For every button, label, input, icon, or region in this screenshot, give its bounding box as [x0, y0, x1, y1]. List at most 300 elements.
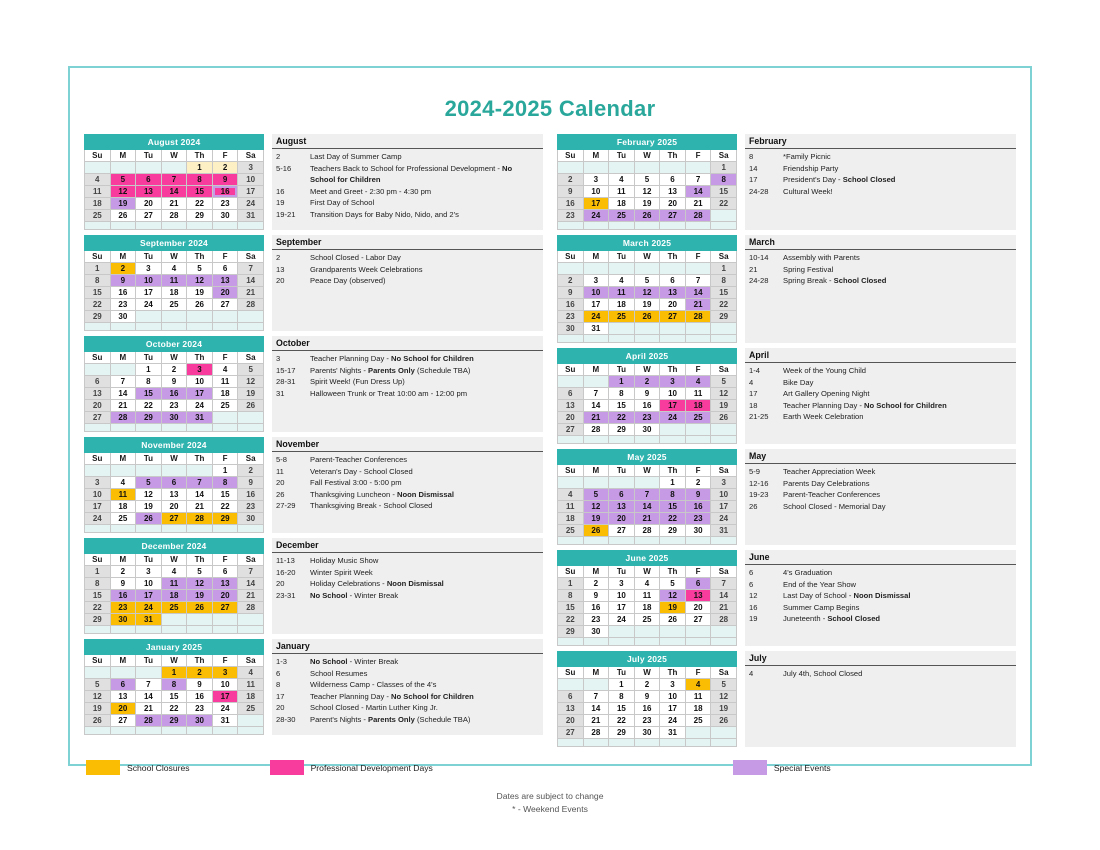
day-cell[interactable]: 3	[711, 477, 737, 489]
day-cell[interactable]: 11	[609, 186, 635, 198]
day-cell[interactable]: 6	[558, 388, 584, 400]
day-cell[interactable]: 29	[558, 626, 584, 638]
day-cell[interactable]: 23	[212, 198, 238, 210]
day-cell[interactable]: 30	[634, 424, 660, 436]
day-cell[interactable]: 2	[238, 465, 264, 477]
day-cell[interactable]: 24	[609, 614, 635, 626]
day-cell[interactable]: 13	[110, 691, 136, 703]
day-cell[interactable]: 10	[660, 691, 686, 703]
day-cell[interactable]: 25	[238, 703, 264, 715]
day-cell[interactable]: 3	[238, 162, 264, 174]
day-cell[interactable]: 17	[583, 299, 609, 311]
day-cell[interactable]: 2	[187, 667, 213, 679]
day-cell[interactable]: 23	[238, 501, 264, 513]
day-cell[interactable]: 28	[161, 210, 187, 222]
day-cell[interactable]: 26	[660, 614, 686, 626]
day-cell[interactable]: 22	[558, 614, 584, 626]
day-cell[interactable]: 3	[136, 263, 162, 275]
day-cell[interactable]: 30	[110, 311, 136, 323]
day-cell[interactable]: 31	[238, 210, 264, 222]
day-cell[interactable]: 14	[685, 186, 711, 198]
day-cell[interactable]: 20	[558, 412, 584, 424]
day-cell[interactable]: 26	[711, 715, 737, 727]
day-cell[interactable]: 7	[161, 174, 187, 186]
day-cell[interactable]: 10	[187, 376, 213, 388]
day-cell[interactable]: 24	[85, 513, 111, 525]
day-cell[interactable]: 6	[685, 578, 711, 590]
day-cell[interactable]: 30	[558, 323, 584, 335]
day-cell[interactable]: 19	[187, 287, 213, 299]
day-cell[interactable]: 10	[583, 287, 609, 299]
day-cell[interactable]: 27	[558, 727, 584, 739]
day-cell[interactable]: 18	[161, 287, 187, 299]
day-cell[interactable]: 18	[558, 513, 584, 525]
day-cell[interactable]: 18	[685, 400, 711, 412]
day-cell[interactable]: 13	[660, 287, 686, 299]
day-cell[interactable]: 11	[212, 376, 238, 388]
day-cell[interactable]: 25	[558, 525, 584, 537]
day-cell[interactable]: 9	[558, 287, 584, 299]
day-cell[interactable]: 18	[85, 198, 111, 210]
day-cell[interactable]: 27	[161, 513, 187, 525]
day-cell[interactable]: 17	[136, 287, 162, 299]
day-cell[interactable]: 10	[238, 174, 264, 186]
day-cell[interactable]: 23	[685, 513, 711, 525]
day-cell[interactable]: 8	[711, 174, 737, 186]
day-cell[interactable]: 26	[110, 210, 136, 222]
day-cell[interactable]: 4	[609, 174, 635, 186]
day-cell[interactable]: 30	[634, 727, 660, 739]
day-cell[interactable]: 20	[85, 400, 111, 412]
day-cell[interactable]: 16	[110, 287, 136, 299]
day-cell[interactable]: 22	[136, 400, 162, 412]
day-cell[interactable]: 12	[85, 691, 111, 703]
day-cell[interactable]: 6	[161, 477, 187, 489]
day-cell[interactable]: 16	[634, 400, 660, 412]
day-cell[interactable]: 23	[583, 614, 609, 626]
day-cell[interactable]: 21	[583, 715, 609, 727]
day-cell[interactable]: 4	[634, 578, 660, 590]
day-cell[interactable]: 10	[583, 186, 609, 198]
day-cell[interactable]: 14	[161, 186, 187, 198]
day-cell[interactable]: 3	[136, 566, 162, 578]
day-cell[interactable]: 9	[161, 376, 187, 388]
day-cell[interactable]: 22	[711, 299, 737, 311]
day-cell[interactable]: 25	[110, 513, 136, 525]
day-cell[interactable]: 1	[711, 162, 737, 174]
day-cell[interactable]: 13	[660, 186, 686, 198]
day-cell[interactable]: 31	[711, 525, 737, 537]
day-cell[interactable]: 26	[85, 715, 111, 727]
day-cell[interactable]: 29	[187, 210, 213, 222]
day-cell[interactable]: 10	[609, 590, 635, 602]
day-cell[interactable]: 7	[583, 388, 609, 400]
day-cell[interactable]: 8	[711, 275, 737, 287]
day-cell[interactable]: 20	[136, 198, 162, 210]
day-cell[interactable]: 2	[634, 679, 660, 691]
day-cell[interactable]: 24	[583, 210, 609, 222]
day-cell[interactable]: 20	[609, 513, 635, 525]
day-cell[interactable]: 3	[212, 667, 238, 679]
day-cell[interactable]: 27	[212, 299, 238, 311]
day-cell[interactable]: 14	[238, 578, 264, 590]
day-cell[interactable]: 11	[110, 489, 136, 501]
day-cell[interactable]: 25	[634, 614, 660, 626]
day-cell[interactable]: 1	[212, 465, 238, 477]
day-cell[interactable]: 26	[187, 299, 213, 311]
day-cell[interactable]: 12	[187, 275, 213, 287]
day-cell[interactable]: 22	[212, 501, 238, 513]
day-cell[interactable]: 22	[711, 198, 737, 210]
day-cell[interactable]: 21	[634, 513, 660, 525]
day-cell[interactable]: 11	[161, 578, 187, 590]
day-cell[interactable]: 5	[634, 174, 660, 186]
day-cell[interactable]: 7	[711, 578, 737, 590]
day-cell[interactable]: 9	[558, 186, 584, 198]
day-cell[interactable]: 3	[85, 477, 111, 489]
day-cell[interactable]: 9	[634, 691, 660, 703]
day-cell[interactable]: 3	[583, 174, 609, 186]
day-cell[interactable]: 29	[85, 311, 111, 323]
day-cell[interactable]: 26	[634, 210, 660, 222]
day-cell[interactable]: 25	[212, 400, 238, 412]
day-cell[interactable]: 7	[583, 691, 609, 703]
day-cell[interactable]: 19	[634, 299, 660, 311]
day-cell[interactable]: 16	[110, 590, 136, 602]
day-cell[interactable]: 16	[558, 198, 584, 210]
day-cell[interactable]: 14	[583, 400, 609, 412]
day-cell[interactable]: 15	[609, 400, 635, 412]
day-cell[interactable]: 24	[212, 703, 238, 715]
day-cell[interactable]: 21	[161, 198, 187, 210]
day-cell[interactable]: 3	[583, 275, 609, 287]
day-cell[interactable]: 27	[558, 424, 584, 436]
day-cell[interactable]: 15	[558, 602, 584, 614]
day-cell[interactable]: 2	[110, 263, 136, 275]
day-cell[interactable]: 5	[660, 578, 686, 590]
day-cell[interactable]: 19	[583, 513, 609, 525]
day-cell[interactable]: 20	[660, 299, 686, 311]
day-cell[interactable]: 13	[212, 275, 238, 287]
day-cell[interactable]: 25	[161, 602, 187, 614]
day-cell[interactable]: 21	[685, 198, 711, 210]
day-cell[interactable]: 18	[685, 703, 711, 715]
day-cell[interactable]: 30	[110, 614, 136, 626]
day-cell[interactable]: 23	[558, 311, 584, 323]
day-cell[interactable]: 17	[711, 501, 737, 513]
day-cell[interactable]: 14	[583, 703, 609, 715]
day-cell[interactable]: 28	[136, 715, 162, 727]
day-cell[interactable]: 1	[660, 477, 686, 489]
day-cell[interactable]: 20	[685, 602, 711, 614]
day-cell[interactable]: 18	[161, 590, 187, 602]
day-cell[interactable]: 17	[238, 186, 264, 198]
day-cell[interactable]: 16	[583, 602, 609, 614]
day-cell[interactable]: 27	[609, 525, 635, 537]
day-cell[interactable]: 3	[660, 679, 686, 691]
day-cell[interactable]: 27	[136, 210, 162, 222]
day-cell[interactable]: 21	[187, 501, 213, 513]
day-cell[interactable]: 26	[136, 513, 162, 525]
day-cell[interactable]: 20	[660, 198, 686, 210]
day-cell[interactable]: 5	[136, 477, 162, 489]
day-cell[interactable]: 21	[583, 412, 609, 424]
day-cell[interactable]: 7	[136, 679, 162, 691]
day-cell[interactable]: 4	[685, 376, 711, 388]
day-cell[interactable]: 28	[583, 424, 609, 436]
day-cell[interactable]: 17	[660, 703, 686, 715]
day-cell[interactable]: 13	[558, 400, 584, 412]
day-cell[interactable]: 9	[238, 477, 264, 489]
day-cell[interactable]: 7	[238, 566, 264, 578]
day-cell[interactable]: 11	[685, 388, 711, 400]
day-cell[interactable]: 6	[558, 691, 584, 703]
day-cell[interactable]: 4	[85, 174, 111, 186]
day-cell[interactable]: 4	[238, 667, 264, 679]
day-cell[interactable]: 18	[212, 388, 238, 400]
day-cell[interactable]: 14	[136, 691, 162, 703]
day-cell[interactable]: 19	[238, 388, 264, 400]
day-cell[interactable]: 10	[660, 388, 686, 400]
day-cell[interactable]: 3	[660, 376, 686, 388]
day-cell[interactable]: 25	[609, 311, 635, 323]
day-cell[interactable]: 22	[85, 602, 111, 614]
day-cell[interactable]: 29	[136, 412, 162, 424]
day-cell[interactable]: 5	[711, 679, 737, 691]
day-cell[interactable]: 31	[660, 727, 686, 739]
day-cell[interactable]: 2	[212, 162, 238, 174]
day-cell[interactable]: 8	[660, 489, 686, 501]
day-cell[interactable]: 5	[634, 275, 660, 287]
day-cell[interactable]: 8	[212, 477, 238, 489]
day-cell[interactable]: 23	[187, 703, 213, 715]
day-cell[interactable]: 19	[187, 590, 213, 602]
day-cell[interactable]: 30	[685, 525, 711, 537]
day-cell[interactable]: 12	[583, 501, 609, 513]
day-cell[interactable]: 19	[110, 198, 136, 210]
day-cell[interactable]: 1	[85, 263, 111, 275]
day-cell[interactable]: 25	[685, 715, 711, 727]
day-cell[interactable]: 2	[685, 477, 711, 489]
day-cell[interactable]: 9	[212, 174, 238, 186]
day-cell[interactable]: 28	[583, 727, 609, 739]
day-cell[interactable]: 16	[634, 703, 660, 715]
day-cell[interactable]: 14	[187, 489, 213, 501]
day-cell[interactable]: 17	[187, 388, 213, 400]
day-cell[interactable]: 27	[660, 311, 686, 323]
day-cell[interactable]: 15	[136, 388, 162, 400]
day-cell[interactable]: 15	[161, 691, 187, 703]
day-cell[interactable]: 27	[85, 412, 111, 424]
day-cell[interactable]: 16	[238, 489, 264, 501]
day-cell[interactable]: 13	[85, 388, 111, 400]
day-cell[interactable]: 11	[238, 679, 264, 691]
day-cell[interactable]: 19	[711, 400, 737, 412]
day-cell[interactable]: 21	[136, 703, 162, 715]
day-cell[interactable]: 14	[110, 388, 136, 400]
day-cell[interactable]: 8	[136, 376, 162, 388]
day-cell[interactable]: 10	[136, 275, 162, 287]
day-cell[interactable]: 25	[161, 299, 187, 311]
day-cell[interactable]: 26	[583, 525, 609, 537]
day-cell[interactable]: 8	[558, 590, 584, 602]
day-cell[interactable]: 8	[161, 679, 187, 691]
day-cell[interactable]: 27	[660, 210, 686, 222]
day-cell[interactable]: 8	[609, 691, 635, 703]
day-cell[interactable]: 23	[110, 602, 136, 614]
day-cell[interactable]: 15	[85, 590, 111, 602]
day-cell[interactable]: 9	[685, 489, 711, 501]
day-cell[interactable]: 22	[187, 198, 213, 210]
day-cell[interactable]: 6	[110, 679, 136, 691]
day-cell[interactable]: 9	[583, 590, 609, 602]
day-cell[interactable]: 3	[187, 364, 213, 376]
day-cell[interactable]: 13	[136, 186, 162, 198]
day-cell[interactable]: 16	[212, 186, 238, 198]
day-cell[interactable]: 9	[187, 679, 213, 691]
day-cell[interactable]: 12	[187, 578, 213, 590]
day-cell[interactable]: 31	[583, 323, 609, 335]
day-cell[interactable]: 9	[110, 275, 136, 287]
day-cell[interactable]: 4	[161, 263, 187, 275]
day-cell[interactable]: 28	[685, 210, 711, 222]
day-cell[interactable]: 24	[136, 602, 162, 614]
day-cell[interactable]: 11	[558, 501, 584, 513]
day-cell[interactable]: 5	[187, 566, 213, 578]
day-cell[interactable]: 30	[187, 715, 213, 727]
day-cell[interactable]: 16	[161, 388, 187, 400]
day-cell[interactable]: 13	[212, 578, 238, 590]
day-cell[interactable]: 28	[238, 299, 264, 311]
day-cell[interactable]: 24	[711, 513, 737, 525]
day-cell[interactable]: 27	[110, 715, 136, 727]
day-cell[interactable]: 7	[634, 489, 660, 501]
day-cell[interactable]: 24	[238, 198, 264, 210]
day-cell[interactable]: 1	[609, 679, 635, 691]
day-cell[interactable]: 19	[136, 501, 162, 513]
day-cell[interactable]: 4	[609, 275, 635, 287]
day-cell[interactable]: 24	[660, 412, 686, 424]
day-cell[interactable]: 12	[634, 287, 660, 299]
day-cell[interactable]: 12	[711, 691, 737, 703]
day-cell[interactable]: 2	[583, 578, 609, 590]
day-cell[interactable]: 13	[609, 501, 635, 513]
day-cell[interactable]: 22	[85, 299, 111, 311]
day-cell[interactable]: 18	[609, 198, 635, 210]
day-cell[interactable]: 7	[238, 263, 264, 275]
day-cell[interactable]: 21	[685, 299, 711, 311]
day-cell[interactable]: 17	[85, 501, 111, 513]
day-cell[interactable]: 17	[212, 691, 238, 703]
day-cell[interactable]: 13	[685, 590, 711, 602]
day-cell[interactable]: 18	[609, 299, 635, 311]
day-cell[interactable]: 6	[85, 376, 111, 388]
day-cell[interactable]: 18	[634, 602, 660, 614]
day-cell[interactable]: 17	[609, 602, 635, 614]
day-cell[interactable]: 20	[558, 715, 584, 727]
day-cell[interactable]: 22	[660, 513, 686, 525]
day-cell[interactable]: 30	[238, 513, 264, 525]
day-cell[interactable]: 26	[711, 412, 737, 424]
day-cell[interactable]: 15	[212, 489, 238, 501]
day-cell[interactable]: 12	[110, 186, 136, 198]
day-cell[interactable]: 16	[187, 691, 213, 703]
day-cell[interactable]: 1	[711, 263, 737, 275]
day-cell[interactable]: 7	[685, 174, 711, 186]
day-cell[interactable]: 17	[583, 198, 609, 210]
day-cell[interactable]: 6	[212, 263, 238, 275]
day-cell[interactable]: 11	[85, 186, 111, 198]
day-cell[interactable]: 6	[660, 275, 686, 287]
day-cell[interactable]: 26	[187, 602, 213, 614]
day-cell[interactable]: 23	[634, 412, 660, 424]
day-cell[interactable]: 16	[558, 299, 584, 311]
day-cell[interactable]: 29	[660, 525, 686, 537]
day-cell[interactable]: 17	[136, 590, 162, 602]
day-cell[interactable]: 1	[161, 667, 187, 679]
day-cell[interactable]: 20	[212, 590, 238, 602]
day-cell[interactable]: 23	[161, 400, 187, 412]
day-cell[interactable]: 28	[110, 412, 136, 424]
day-cell[interactable]: 31	[212, 715, 238, 727]
day-cell[interactable]: 27	[212, 602, 238, 614]
day-cell[interactable]: 15	[711, 287, 737, 299]
day-cell[interactable]: 15	[187, 186, 213, 198]
day-cell[interactable]: 8	[85, 578, 111, 590]
day-cell[interactable]: 25	[85, 210, 111, 222]
day-cell[interactable]: 19	[660, 602, 686, 614]
day-cell[interactable]: 27	[685, 614, 711, 626]
day-cell[interactable]: 29	[161, 715, 187, 727]
day-cell[interactable]: 23	[634, 715, 660, 727]
day-cell[interactable]: 4	[212, 364, 238, 376]
day-cell[interactable]: 6	[609, 489, 635, 501]
day-cell[interactable]: 1	[85, 566, 111, 578]
day-cell[interactable]: 8	[187, 174, 213, 186]
day-cell[interactable]: 4	[558, 489, 584, 501]
day-cell[interactable]: 24	[660, 715, 686, 727]
day-cell[interactable]: 29	[212, 513, 238, 525]
day-cell[interactable]: 12	[660, 590, 686, 602]
day-cell[interactable]: 14	[238, 275, 264, 287]
day-cell[interactable]: 29	[85, 614, 111, 626]
day-cell[interactable]: 24	[583, 311, 609, 323]
day-cell[interactable]: 13	[161, 489, 187, 501]
day-cell[interactable]: 24	[136, 299, 162, 311]
day-cell[interactable]: 15	[711, 186, 737, 198]
day-cell[interactable]: 28	[634, 525, 660, 537]
day-cell[interactable]: 10	[711, 489, 737, 501]
day-cell[interactable]: 10	[212, 679, 238, 691]
day-cell[interactable]: 4	[161, 566, 187, 578]
day-cell[interactable]: 10	[136, 578, 162, 590]
day-cell[interactable]: 29	[711, 311, 737, 323]
day-cell[interactable]: 5	[711, 376, 737, 388]
day-cell[interactable]: 22	[609, 715, 635, 727]
day-cell[interactable]: 2	[110, 566, 136, 578]
day-cell[interactable]: 12	[238, 376, 264, 388]
day-cell[interactable]: 18	[110, 501, 136, 513]
day-cell[interactable]: 19	[85, 703, 111, 715]
day-cell[interactable]: 15	[660, 501, 686, 513]
day-cell[interactable]: 6	[136, 174, 162, 186]
day-cell[interactable]: 11	[685, 691, 711, 703]
day-cell[interactable]: 3	[609, 578, 635, 590]
day-cell[interactable]: 23	[110, 299, 136, 311]
day-cell[interactable]: 19	[711, 703, 737, 715]
day-cell[interactable]: 17	[660, 400, 686, 412]
day-cell[interactable]: 11	[609, 287, 635, 299]
